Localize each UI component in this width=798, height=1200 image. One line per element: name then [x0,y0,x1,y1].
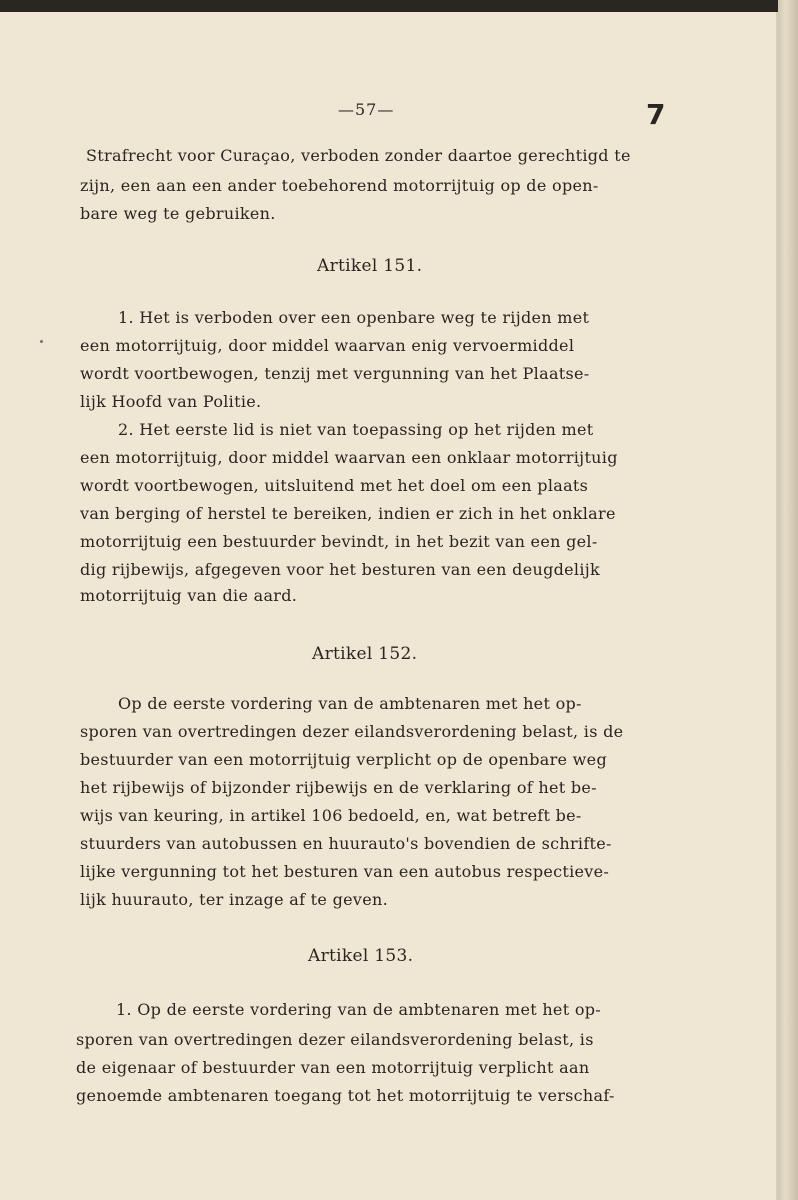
text-line: stuurders van autobussen en huurauto's bovendien de schrifte- [80,834,612,853]
page-number: —57— [338,100,395,119]
article-153-heading: Artikel 153. [308,946,414,966]
text-line: genoemde ambtenaren toegang tot het motorrijtuig te verschaf- [76,1086,615,1105]
text-line: dig rijbewijs, afgegeven voor het besturen van een deugdelijk [80,560,601,579]
page-edge [778,0,798,1200]
text-line: 2. Het eerste lid is niet van toepassing op het rijden met [118,420,594,439]
text-line: Op de eerste vordering van de ambtenaren met het op- [118,694,582,713]
text-line: sporen van overtredingen dezer eilandsverordening belast, is [76,1030,594,1049]
text-line: bestuurder van een motorrijtuig verplicht op de openbare weg [80,750,607,769]
text-line: Strafrecht voor Curaçao, verboden zonder daartoe gerechtigd te [86,146,631,165]
text-line: lijke vergunning tot het besturen van een autobus respectieve- [80,862,610,881]
text-line: motorrijtuig van die aard. [80,586,298,605]
text-line: het rijbewijs of bijzonder rijbewijs en de verklaring of het be- [80,778,597,797]
text-line: wordt voortbewogen, tenzij met vergunning van het Plaatse- [80,364,590,383]
text-line: de eigenaar of bestuurder van een motorrijtuig verplicht aan [76,1058,590,1077]
text-line: wordt voortbewogen, uitsluitend met het doel om een plaats [80,476,589,495]
text-line: 1. Op de eerste vordering van de ambtenaren met het op- [116,1000,601,1019]
article-152-heading: Artikel 152. [312,644,418,664]
text-line: een motorrijtuig, door middel waarvan enig vervoermiddel [80,336,575,355]
text-line: motorrijtuig een bestuurder bevindt, in het bezit van een gel- [80,532,598,551]
text-line: lijk huurauto, ter inzage af te geven. [80,890,388,909]
article-151-heading: Artikel 151. [317,256,423,276]
text-line: lijk Hoofd van Politie. [80,392,262,411]
text-line: van berging of herstel te bereiken, indien er zich in het onklare [80,504,616,523]
text-line: een motorrijtuig, door middel waarvan een onklaar motorrijtuig [80,448,618,467]
text-line: zijn, een aan een ander toebehorend motorrijtuig op de open- [80,176,599,195]
text-line: sporen van overtredingen dezer eilandsverordening belast, is de [80,722,624,741]
text-line: bare weg te gebruiken. [80,204,276,223]
page-marker: 7 [646,98,666,131]
margin-mark [40,340,43,343]
text-line: 1. Het is verboden over een openbare weg te rijden met [118,308,590,327]
text-line: wijs van keuring, in artikel 106 bedoeld, en, wat betreft be- [80,806,582,825]
